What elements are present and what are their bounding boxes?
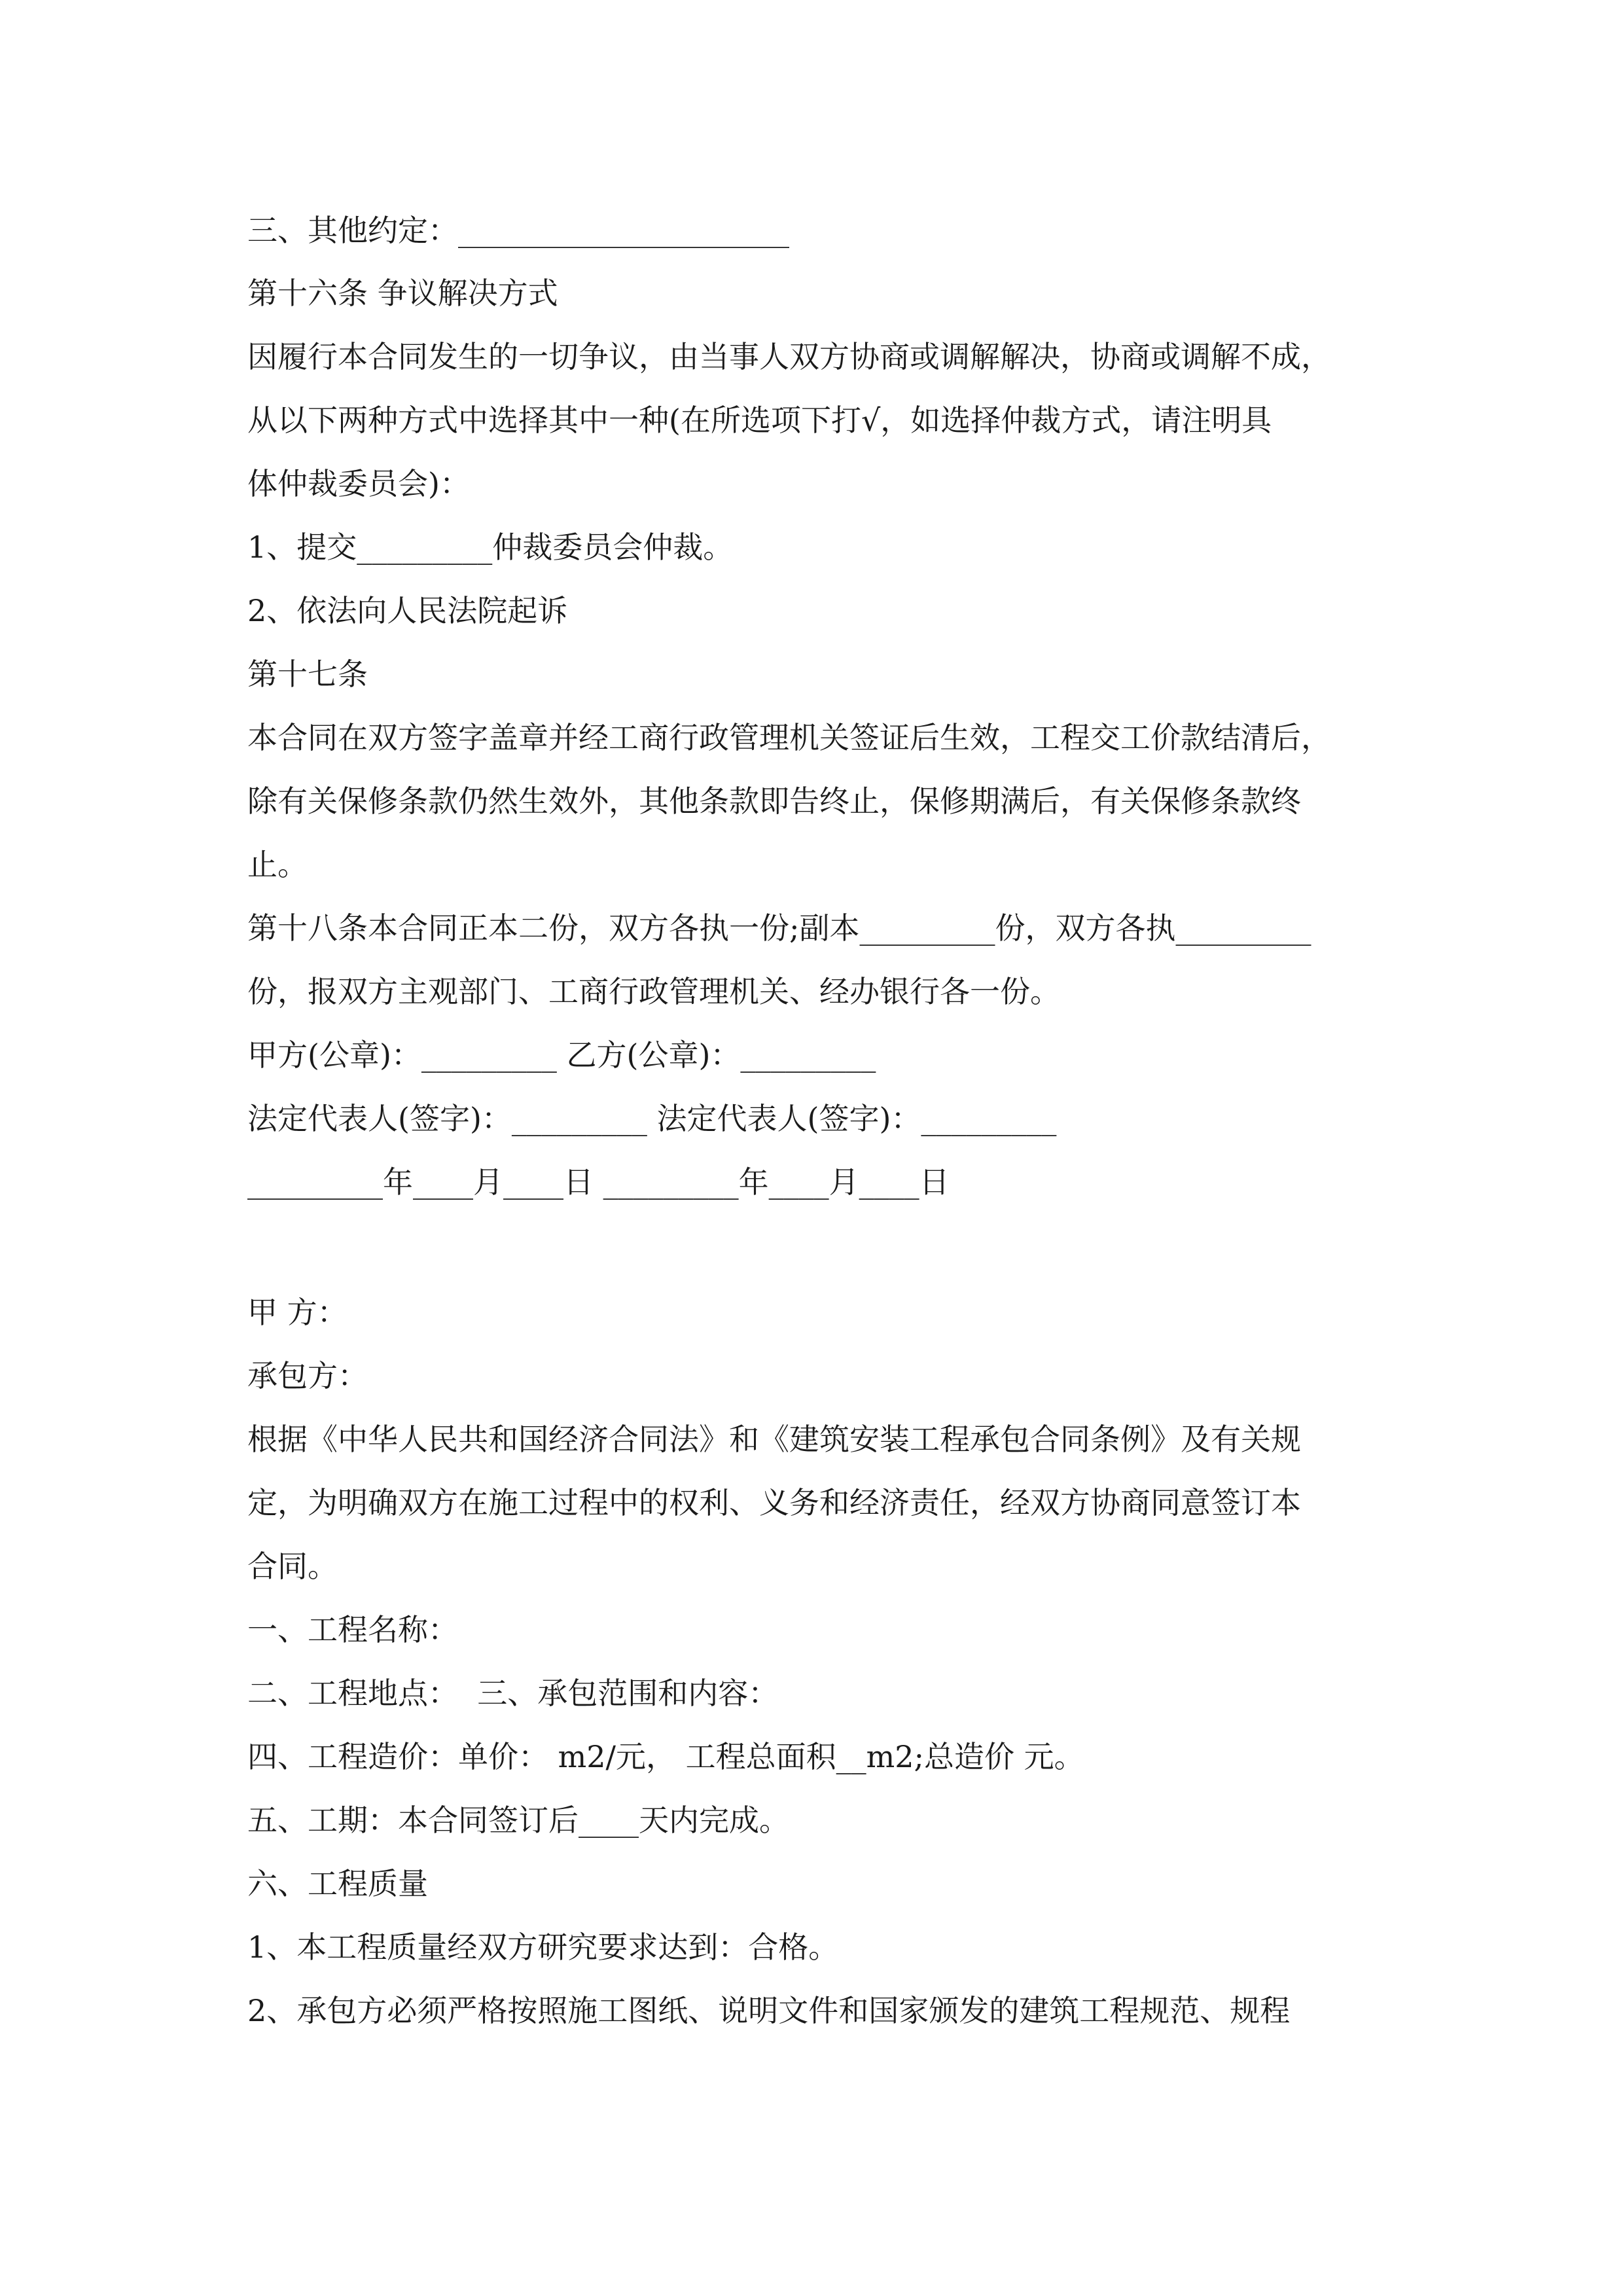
litigation-option: 2、依法向人民法院起诉 bbox=[247, 593, 568, 628]
quality-requirement-2: 2、承包方必须严格按照施工图纸、说明文件和国家颁发的建筑工程规范、规程 bbox=[247, 1993, 1291, 2028]
contractor-label: 承包方： bbox=[247, 1358, 368, 1393]
project-cost-clause: 四、工程造价：单价： m2/元， 工程总面积__m2;总造价 元。 bbox=[247, 1739, 1084, 1774]
party-a-label: 甲 方： bbox=[247, 1295, 348, 1330]
project-location-clause: 二、工程地点： 三、承包范围和内容： bbox=[247, 1676, 779, 1711]
party-seal-line: 甲方(公章)：_________ 乙方(公章)：_________ bbox=[247, 1037, 876, 1073]
legal-representative-line: 法定代表人(签字)：_________ 法定代表人(签字)：_________ bbox=[247, 1101, 1057, 1136]
article-17-paragraph-line-3: 止。 bbox=[247, 847, 308, 882]
article-17-heading: 第十七条 bbox=[247, 656, 368, 692]
article-17-paragraph-line-1: 本合同在双方签字盖章并经工商行政管理机关签证后生效，工程交工价款结清后， bbox=[247, 720, 1331, 755]
article-17-paragraph-line-2: 除有关保修条款仍然生效外，其他条款即告终止，保修期满后，有关保修条款终 bbox=[247, 783, 1301, 819]
article-18-line-2: 份，报双方主观部门、工商行政管理机关、经办银行各一份。 bbox=[247, 974, 1060, 1009]
project-duration-clause: 五、工期：本合同签订后____天内完成。 bbox=[247, 1803, 789, 1838]
article-16-paragraph-line-3: 体仲裁委员会)： bbox=[247, 466, 470, 501]
quality-requirement-1: 1、本工程质量经双方研究要求达到：合格。 bbox=[247, 1929, 839, 1965]
clause-other-agreements: 三、其他约定：______________________ bbox=[247, 213, 789, 248]
preamble-line-3: 合同。 bbox=[247, 1549, 338, 1584]
article-18-line-1: 第十八条本合同正本二份，双方各执一份;副本_________份，双方各执_________ bbox=[247, 910, 1311, 946]
project-quality-heading: 六、工程质量 bbox=[247, 1866, 428, 1901]
article-16-heading: 第十六条 争议解决方式 bbox=[247, 276, 558, 311]
project-name-clause: 一、工程名称： bbox=[247, 1612, 458, 1647]
arbitration-option: 1、提交_________仲裁委员会仲裁。 bbox=[247, 529, 734, 565]
article-16-paragraph-line-1: 因履行本合同发生的一切争议，由当事人双方协商或调解解决，协商或调解不成， bbox=[247, 339, 1331, 374]
article-16-paragraph-line-2: 从以下两种方式中选择其中一种(在所选项下打√，如选择仲裁方式，请注明具 bbox=[247, 403, 1272, 438]
signature-date-line: _________年____月____日 _________年____月____日 bbox=[247, 1164, 950, 1200]
preamble-line-1: 根据《中华人民共和国经济合同法》和《建筑安装工程承包合同条例》及有关规 bbox=[247, 1422, 1301, 1457]
preamble-line-2: 定，为明确双方在施工过程中的权利、义务和经济责任，经双方协商同意签订本 bbox=[247, 1485, 1301, 1520]
